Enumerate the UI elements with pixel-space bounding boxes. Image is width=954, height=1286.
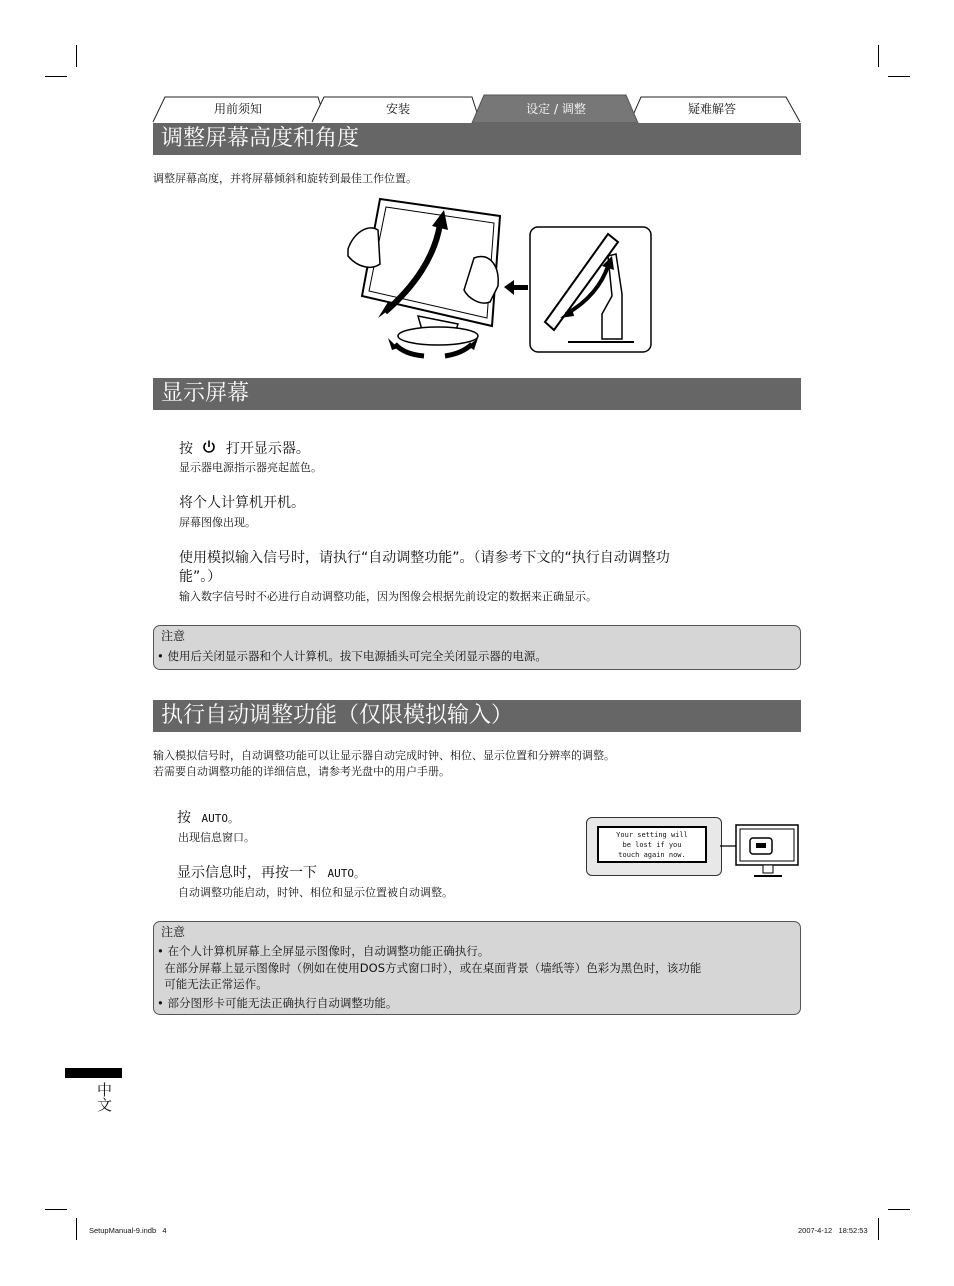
note-title: 注意	[161, 629, 186, 643]
footer-timestamp: 2007-4-12 18:52:53	[798, 1226, 868, 1235]
note-line: • 在个人计算机屏幕上全屏显示图像时，自动调整功能正确执行。	[157, 944, 490, 958]
monitor-auto-button-illustration	[720, 822, 804, 882]
step-analog-sub: 输入数字信号时不必进行自动调整功能，因为图像会根据先前设定的数据来正确显示。	[179, 590, 597, 603]
note-line: • 使用后关闭显示器和个人计算机。拔下电源插头可完全关闭显示器的电源。	[157, 649, 547, 663]
tab-troubleshooting[interactable]: 疑难解答	[687, 102, 736, 116]
crop-mark	[76, 1218, 77, 1240]
crop-mark	[878, 45, 879, 67]
section-header-auto-adjust	[153, 700, 801, 732]
step-pc-on: 将个人计算机开机。	[179, 495, 305, 511]
section-description: 若需要自动调整功能的详细信息，请参考光盘中的用户手册。	[153, 765, 450, 778]
tab-settings[interactable]: 设定 / 调整	[526, 102, 586, 116]
section-header-height-angle	[153, 123, 801, 155]
crop-mark	[45, 76, 67, 77]
footer-file-info: SetupManual-9.indb 4	[89, 1226, 167, 1235]
tab-precautions[interactable]: 用前须知	[213, 102, 262, 116]
note-box	[153, 625, 801, 670]
section-header-display-screen	[153, 378, 801, 410]
section-description: 输入模拟信号时，自动调整功能可以让显示器自动完成时钟、相位、显示位置和分辨率的调整。	[153, 749, 615, 762]
step-pc-on-sub: 屏幕图像出现。	[179, 516, 256, 529]
note-title: 注意	[161, 925, 186, 939]
language-label: 中文	[95, 1082, 113, 1112]
step-analog: 使用模拟输入信号时，请执行“自动调整功能”。（请参考下文的“执行自动调整功	[179, 550, 670, 566]
step-press-auto: 按 AUTO。	[177, 810, 239, 826]
note-box	[153, 921, 801, 1015]
step-press-auto-again: 显示信息时，再按一下 AUTO。	[177, 865, 365, 881]
language-marker-bar	[65, 1068, 122, 1078]
message-window-illustration	[586, 817, 722, 876]
crop-mark	[45, 1209, 67, 1210]
crop-mark	[878, 1218, 879, 1240]
section-title: 调整屏幕高度和角度	[161, 126, 360, 151]
crop-mark	[888, 76, 910, 77]
step-analog-cont: 能”。）	[179, 569, 222, 585]
power-icon	[201, 439, 217, 455]
note-line: • 部分图形卡可能无法正确执行自动调整功能。	[157, 996, 398, 1010]
tab-installation[interactable]: 安装	[385, 102, 410, 116]
step-power-on-sub: 显示器电源指示器亮起蓝色。	[179, 461, 322, 474]
crop-mark	[888, 1209, 910, 1210]
note-line: 可能无法正常运作。	[157, 977, 268, 991]
note-line: 在部分屏幕上显示图像时（例如在使用DOS方式窗口时），或在桌面背景（墙纸等）色彩为黑色时，该功能	[157, 961, 702, 975]
step-power-on: 按 打开显示器。	[179, 441, 310, 457]
step-press-auto-again-sub: 自动调整功能启动，时钟、相位和显示位置被自动调整。	[178, 886, 453, 899]
message-window: Your setting will be lost if you touch again now.	[597, 826, 707, 863]
auto-key-label: AUTO	[201, 812, 228, 825]
monitor-adjust-illustration	[340, 194, 660, 364]
crop-mark	[76, 45, 77, 67]
auto-key-label: AUTO	[327, 867, 354, 880]
section-title: 执行自动调整功能（仅限模拟输入）	[161, 703, 514, 728]
step-press-auto-sub: 出现信息窗口。	[178, 831, 255, 844]
section-description: 调整屏幕高度，并将屏幕倾斜和旋转到最佳工作位置。	[153, 172, 417, 185]
section-title: 显示屏幕	[161, 381, 250, 406]
